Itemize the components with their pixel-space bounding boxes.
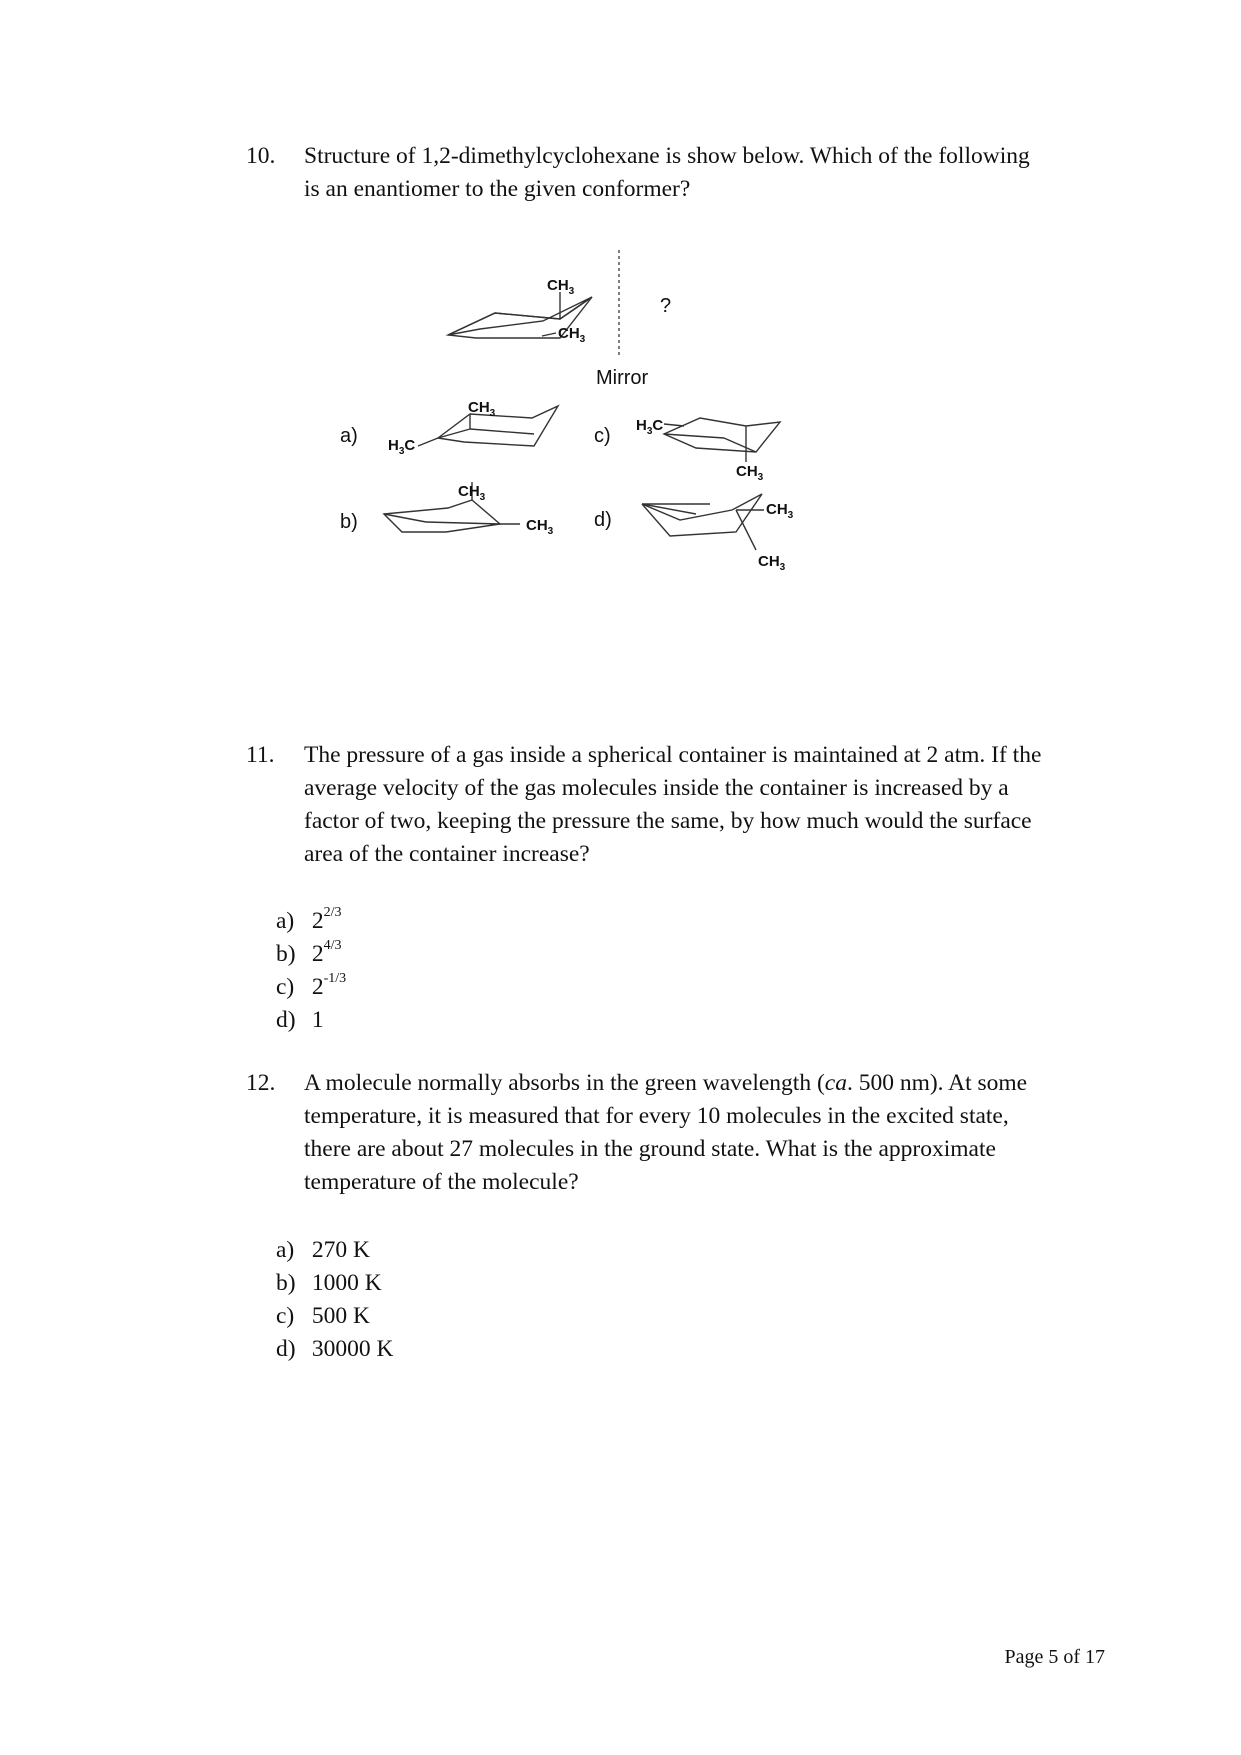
option-label: a)	[276, 1237, 295, 1263]
question-line-italic: ca	[824, 1070, 847, 1096]
option-base: 2	[311, 941, 324, 967]
cyclohexane-ring	[642, 494, 762, 536]
answer-option	[276, 1267, 393, 1300]
option-base: 2	[311, 974, 324, 1000]
option-exponent: 4/3	[323, 938, 342, 953]
given-conformer	[448, 277, 592, 345]
option-value: 500 K	[311, 1303, 370, 1329]
mirror-label: Mirror	[596, 367, 649, 389]
question-number: 10.	[246, 143, 276, 169]
option-value: 1000 K	[311, 1270, 382, 1296]
answer-option	[276, 971, 346, 1004]
h3c-label: $H_3C$	[636, 417, 664, 437]
question-line: temperature of the molecule?	[304, 1169, 579, 1195]
cyclohexane-ring	[438, 406, 558, 446]
question-line	[304, 1067, 1104, 1100]
ch3-label: $CH_3$	[766, 501, 794, 521]
question-line: area of the container increase?	[304, 841, 590, 867]
question-number: 12.	[246, 1070, 276, 1096]
option-label: b)	[340, 511, 358, 533]
option-label: d)	[594, 509, 612, 531]
option-c-structure	[594, 417, 780, 483]
ch3-label: $CH_3$	[547, 277, 575, 297]
ch3-label: $CH_3$	[458, 483, 486, 503]
question-line: Structure of 1,2-dimethylcyclohexane is show below. Which of the following	[304, 143, 1030, 169]
option-label: c)	[594, 425, 611, 447]
bond	[542, 333, 556, 336]
answer-option	[276, 905, 346, 938]
answer-option	[276, 1300, 393, 1333]
question-line: The pressure of a gas inside a spherical container is maintained at 2 atm. If the	[304, 742, 1042, 768]
option-value: 30000 K	[311, 1336, 394, 1362]
bond	[470, 429, 534, 434]
ch3-label: $CH_3$	[468, 399, 496, 419]
bond	[664, 424, 684, 426]
answer-option	[276, 1333, 393, 1366]
question-line: temperature, it is measured that for every 10 molecules in the excited state,	[304, 1103, 1009, 1129]
option-label: c)	[276, 974, 295, 1000]
question-12-options	[276, 1234, 393, 1366]
question-line-part: . 500 nm). At some	[846, 1070, 1028, 1096]
ch3-label: $CH_3$	[526, 517, 554, 537]
option-base: 2	[311, 908, 324, 934]
bond	[426, 522, 500, 524]
h3c-label: $H_3C$	[388, 437, 416, 457]
question-text	[304, 739, 1104, 871]
page-number: Page 5 of 17	[1004, 1646, 1105, 1668]
option-label: d)	[276, 1007, 296, 1033]
ch3-label: $CH_3$	[758, 553, 786, 573]
answer-option	[276, 1004, 346, 1037]
bond	[736, 510, 756, 550]
option-label: a)	[340, 425, 358, 447]
option-label: b)	[276, 941, 296, 967]
bond	[418, 438, 438, 446]
bond	[438, 429, 470, 438]
ch3-label: $CH_3$	[558, 325, 586, 345]
option-label: d)	[276, 1336, 296, 1362]
question-line: factor of two, keeping the pressure the same, by how much would the surface	[304, 808, 1032, 834]
option-label: c)	[276, 1303, 295, 1329]
question-11-options	[276, 905, 346, 1037]
option-exponent: 2/3	[323, 905, 342, 920]
question-text	[304, 140, 1104, 206]
option-label: b)	[276, 1270, 296, 1296]
answer-option	[276, 938, 346, 971]
question-line-part: A molecule normally absorbs in the green wavelength (	[304, 1070, 825, 1096]
cyclohexane-ring	[384, 500, 500, 532]
question-text	[304, 1067, 1104, 1199]
option-label: a)	[276, 908, 295, 934]
option-value: 270 K	[311, 1237, 370, 1263]
answer-option	[276, 1234, 393, 1267]
option-base: 1	[311, 1007, 324, 1033]
ch3-label: $CH_3$	[736, 463, 764, 483]
question-number: 11.	[246, 742, 275, 768]
option-b-structure	[340, 482, 554, 537]
question-line: is an enantiomer to the given conformer?	[304, 176, 691, 202]
question-line: there are about 27 molecules in the ground state. What is the approximate	[304, 1136, 996, 1162]
option-d-structure	[594, 494, 794, 573]
question-mark: ?	[660, 295, 672, 317]
question-line: average velocity of the gas molecules inside the container is increased by a	[304, 775, 1009, 801]
option-exponent: -1/3	[323, 971, 347, 986]
chemistry-diagram	[340, 270, 890, 650]
option-a-structure	[340, 399, 558, 457]
